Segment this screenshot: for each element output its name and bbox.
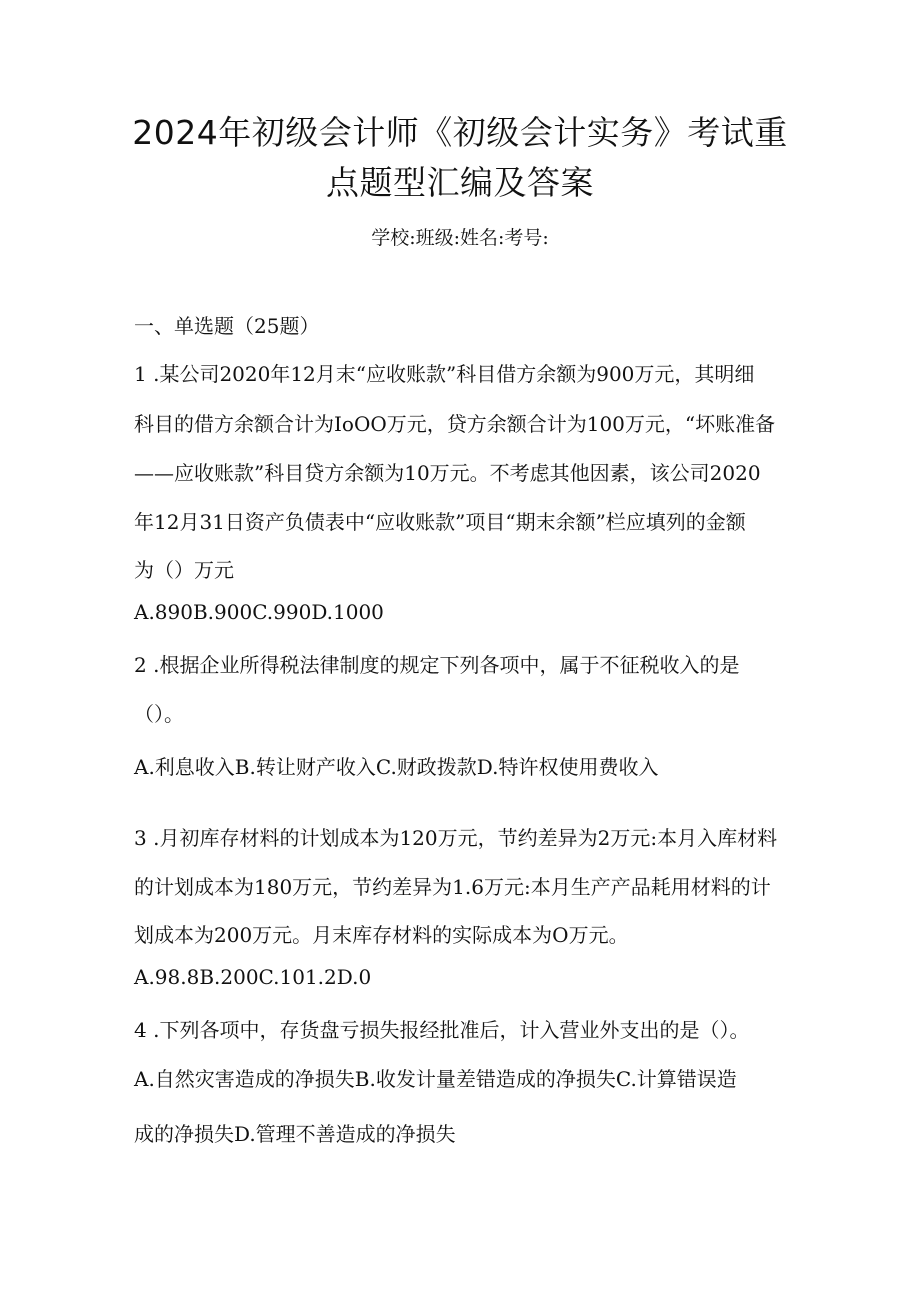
question-1-line-4: 年12月31日资产负债表中“应收账款”项目“期末余额”栏应填列的金额 <box>134 510 746 534</box>
question-1-options: A.890B.900C.990D.1000 <box>134 600 384 624</box>
question-3-line-2: 的计划成本为180万元，节约差异为1.6万元:本月生产产品耗用材料的计 <box>134 875 771 899</box>
question-3-options: A.98.8B.200C.101.2D.0 <box>134 965 372 989</box>
question-1-line-1: 1 .某公司2020年12月末“应收账款”科目借方余额为900万元，其明细 <box>134 362 755 386</box>
section-heading: 一、单选题（25题） <box>134 314 320 338</box>
student-info-line: 学校:班级:姓名:考号: <box>371 227 549 249</box>
question-2-options: A.利息收入B.转让财产收入C.财政拨款D.特许权使用费收入 <box>134 755 659 779</box>
question-4-line-1: 4 .下列各项中，存货盘亏损失报经批准后，计入营业外支出的是（）。 <box>134 1018 750 1042</box>
question-1-line-2: 科目的借方余额合计为IoOO万元，贷方余额合计为100万元，“坏账准备 <box>134 412 776 436</box>
question-3-line-1: 3 .月初库存材料的计划成本为120万元，节约差异为2万元:本月入库材料 <box>134 826 778 850</box>
question-4-options-line-1: A.自然灾害造成的净损失B.收发计量差错造成的净损失C.计算错误造 <box>134 1067 737 1091</box>
document-title-line-2: 点题型汇编及答案 <box>326 163 594 202</box>
question-3-line-3: 划成本为200万元。月末库存材料的实际成本为O万元。 <box>134 923 629 947</box>
question-1-line-5: 为（）万元 <box>134 558 234 582</box>
question-4-options-line-2: 成的净损失D.管理不善造成的净损失 <box>134 1122 456 1146</box>
question-2-line-1: 2 .根据企业所得税法律制度的规定下列各项中，属于不征税收入的是 <box>134 653 740 677</box>
document-title-line-1: 2024年初级会计师《初级会计实务》考试重 <box>132 113 788 152</box>
question-2-line-2: （）。 <box>134 702 184 726</box>
question-1-line-3: ——应收账款”科目贷方余额为10万元。不考虑其他因素，该公司2020 <box>134 461 761 485</box>
